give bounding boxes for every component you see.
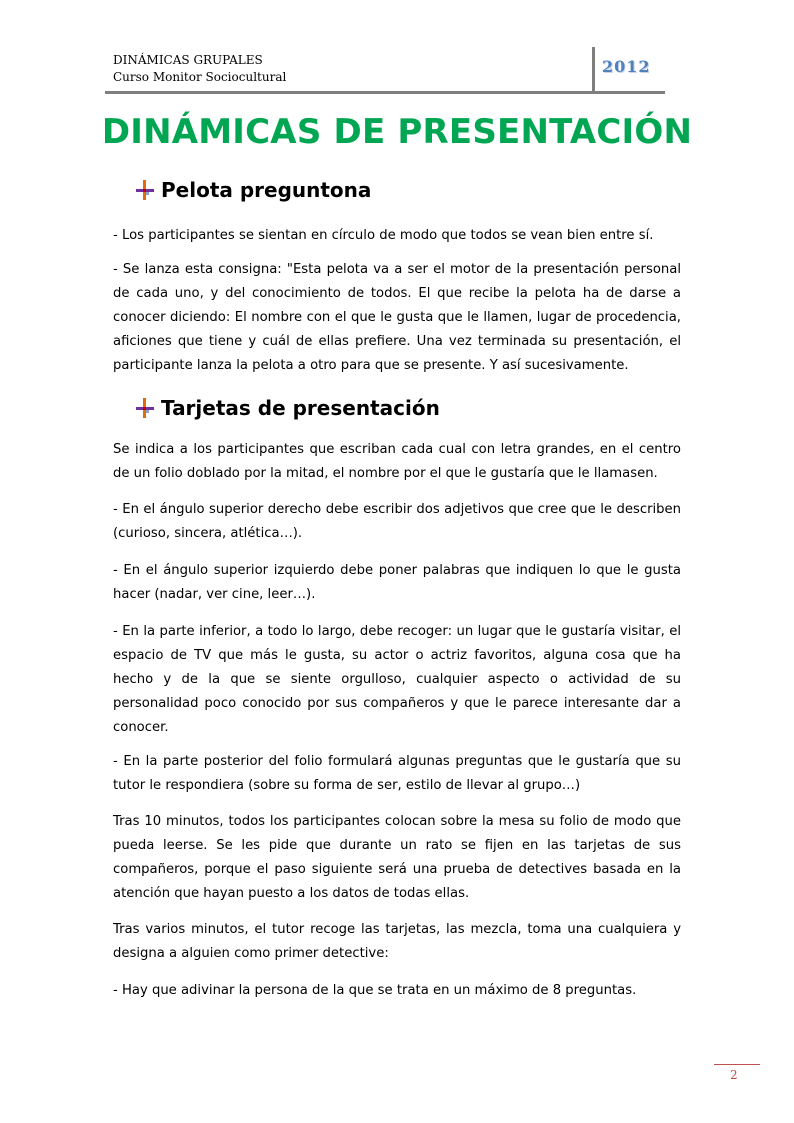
colored-cross-icon xyxy=(135,397,155,419)
page-title: DINÁMICAS DE PRESENTACIÓN xyxy=(101,112,693,152)
header-vertical-rule xyxy=(592,47,595,92)
paragraph: - En la parte posterior del folio formulará algunas preguntas que le gustaría que su tutor le respondiera (sobre su forma de ser, estilo de llevar al grupo…) xyxy=(113,754,681,793)
colored-cross-icon xyxy=(135,179,155,201)
footer-rule xyxy=(714,1064,760,1065)
paragraph: - En el ángulo superior derecho debe escribir dos adjetivos que cree que le describen (curioso, sincera, atlética…). xyxy=(113,502,681,541)
paragraph: Se indica a los participantes que escriban cada cual con letra grandes, en el centro de un folio doblado por la mitad, el nombre por el que le gustaría que le llamasen. xyxy=(113,442,681,481)
header-subtitle: Curso Monitor Sociocultural xyxy=(113,70,287,84)
paragraph: - Los participantes se sientan en círculo de modo que todos se vean bien entre sí. xyxy=(113,228,654,243)
section-heading-text: Tarjetas de presentación xyxy=(161,396,440,420)
header-year: 2012 xyxy=(602,57,651,76)
header-horizontal-rule xyxy=(105,91,665,94)
paragraph: Tras 10 minutos, todos los participantes colocan sobre la mesa su folio de modo que pueda leerse. Se les pide que durante un rato se fijen en las tarjetas de sus compañeros, porque el paso siguiente será una prueba de detectives basada en la atención que hayan puesto a los datos de todas ellas. xyxy=(113,814,681,901)
page-header xyxy=(105,0,665,94)
paragraph: - Se lanza esta consigna: "Esta pelota va a ser el motor de la presentación personal de cada uno, y del conocimiento de todos. El que recibe la pelota ha de darse a conocer diciendo: El nombre con el que le gusta que le llamen, lugar de procedencia, aficiones que tiene y cuál de ellas prefiere. Una vez terminada su presentación, el participante lanza la pelota a otro para que se presente. Y así sucesivamente. xyxy=(113,262,681,373)
section-heading-pelota xyxy=(135,178,371,202)
page-number: 2 xyxy=(730,1068,738,1082)
section-heading-tarjetas xyxy=(135,396,440,420)
section-heading-text: Pelota preguntona xyxy=(161,178,372,202)
paragraph: - En la parte inferior, a todo lo largo, debe recoger: un lugar que le gustaría visitar, el espacio de TV que más le gusta, su actor o actriz favoritos, alguna cosa que ha hecho y de la que se siente orgulloso, cualquier aspecto o actividad de su personalidad poco conocido por sus compañeros y que le parece interesante dar a conocer. xyxy=(113,624,681,735)
header-title: DINÁMICAS GRUPALES xyxy=(113,53,263,67)
paragraph: - En el ángulo superior izquierdo debe poner palabras que indiquen lo que le gusta hacer (nadar, ver cine, leer…). xyxy=(113,563,681,602)
paragraph: - Hay que adivinar la persona de la que se trata en un máximo de 8 preguntas. xyxy=(113,983,637,998)
paragraph: Tras varios minutos, el tutor recoge las tarjetas, las mezcla, toma una cualquiera y designa a alguien como primer detective: xyxy=(113,922,681,961)
